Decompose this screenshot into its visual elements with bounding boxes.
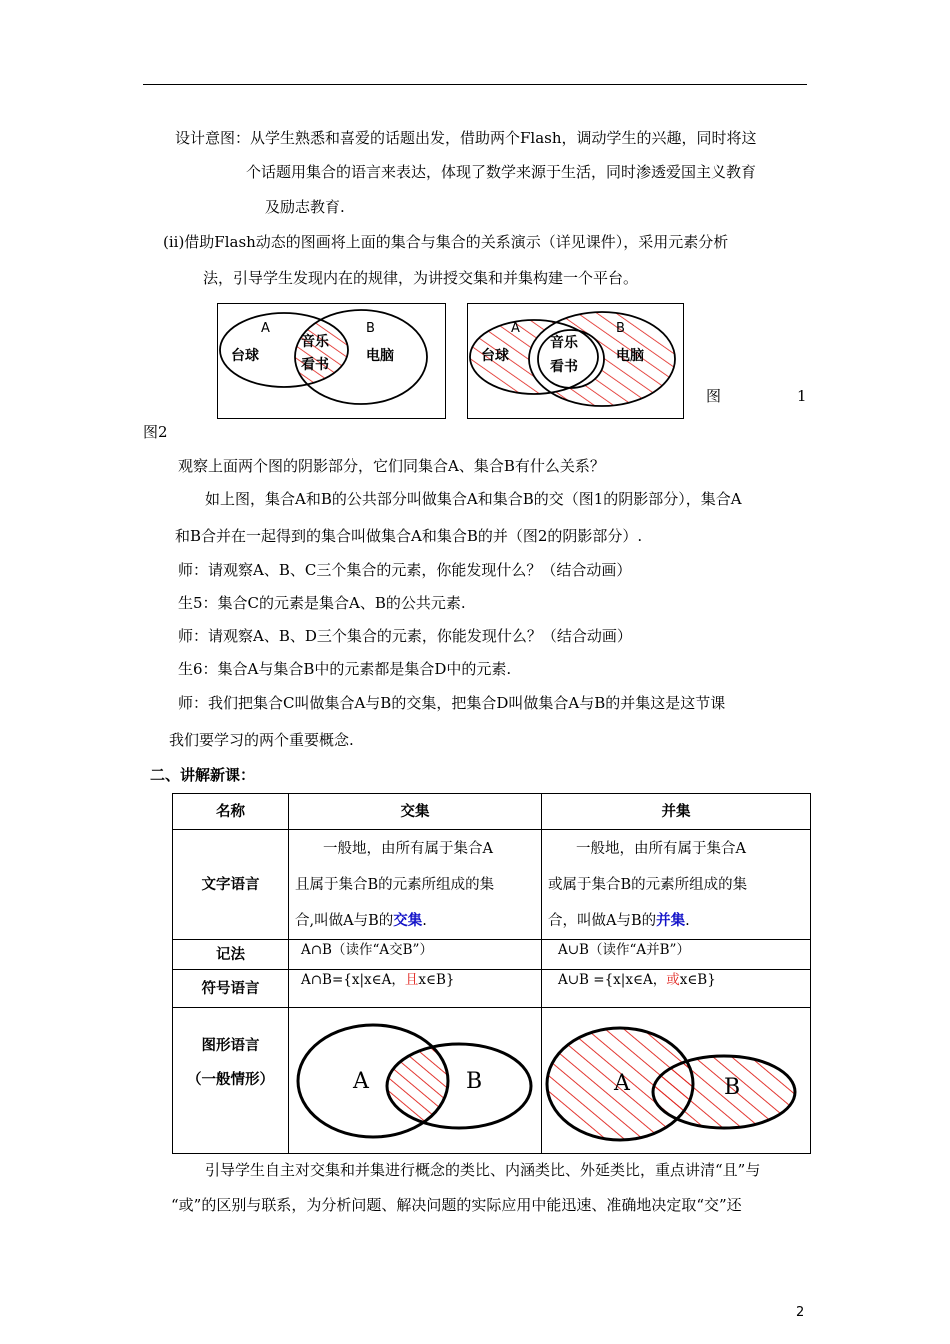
row-label-graph-1: 图形语言 <box>201 1038 260 1054</box>
intersection-text-3a: 合,叫做A与B的 <box>295 912 394 929</box>
graph-label-b: B <box>724 1075 741 1100</box>
intersection-graph-cell <box>289 1008 542 1154</box>
header-rule <box>143 84 807 85</box>
teacher-line-3a: 师：我们把集合C叫做集合A与B的交集，把集合D叫做集合A与B的并集这是这节课 <box>178 694 726 712</box>
student-5-line: 生5：集合C的元素是集合A、B的公共元素. <box>178 594 466 612</box>
union-symbol-or: 或 <box>666 972 680 988</box>
page-number: 2 <box>796 1305 805 1320</box>
header-intersection: 交集 <box>289 794 542 830</box>
item-computer: 电脑 <box>366 348 394 364</box>
union-text-line-2: 或属于集合B的元素所组成的集 <box>548 876 748 893</box>
design-intent-line-1: 设计意图：从学生熟悉和喜爱的话题出发，借助两个Flash，调动学生的兴趣，同时将这 <box>175 129 757 147</box>
intersection-venn <box>289 1008 542 1153</box>
graph-label-a: A <box>353 1069 369 1094</box>
intersection-symbol-and: 且 <box>404 972 419 988</box>
figure-1-box <box>217 303 446 419</box>
item-computer: 电脑 <box>616 348 644 364</box>
definition-table <box>172 793 811 1154</box>
intersection-symbol-a: A∩B={x|x∈A， <box>301 972 405 988</box>
table-row-notation <box>173 940 811 970</box>
set-b-label: B <box>366 321 375 336</box>
intersection-text-line-1: 一般地，由所有属于集合A <box>323 840 493 857</box>
union-text-line-1: 一般地，由所有属于集合A <box>576 840 746 857</box>
intersection-term: 交集 <box>393 911 423 929</box>
union-text-3a: 合，叫做A与B的 <box>548 912 657 929</box>
row-label-notation: 记法 <box>173 940 289 970</box>
union-text-3c: . <box>685 912 690 929</box>
item-reading: 看书 <box>301 357 329 373</box>
item-music: 音乐 <box>301 334 329 350</box>
figure-1-number: 1 <box>797 387 807 405</box>
observe-question: 观察上面两个图的阴影部分，它们同集合A、集合B有什么关系？ <box>178 457 605 475</box>
figure-2-box <box>467 303 684 419</box>
set-a-label: A <box>261 321 270 336</box>
figure-1-label: 图 <box>706 387 722 405</box>
teacher-line-3b: 我们要学习的两个重要概念. <box>169 731 354 749</box>
guide-line-2: “或”的区别与联系，为分析问题、解决问题的实际应用中能迅速、准确地决定取“交”还 <box>171 1196 742 1214</box>
intersection-notation: A∩B（读作“A交B”） <box>289 940 542 970</box>
definition-line-2: 和B合并在一起得到的集合叫做集合A和集合B的并（图2的阴影部分）. <box>175 527 643 545</box>
definition-line-1: 如上图，集合A和B的公共部分叫做集合A和集合B的交（图1的阴影部分），集合A <box>205 490 742 508</box>
table-row-symbol <box>173 970 811 1008</box>
item-billiards: 台球 <box>231 348 259 364</box>
union-term: 并集 <box>656 911 686 929</box>
union-notation: A∪B（读作“A并B”） <box>542 940 811 970</box>
union-symbol-c: x∈B} <box>679 972 716 988</box>
header-name: 名称 <box>173 794 289 830</box>
teacher-line-1: 师：请观察A、B、C三个集合的元素，你能发现什么？（结合动画） <box>178 561 632 579</box>
item-music: 音乐 <box>550 335 578 351</box>
union-venn <box>542 1008 811 1153</box>
item-billiards: 台球 <box>481 348 509 364</box>
set-b-label: B <box>616 321 625 336</box>
row-label-graph <box>173 1008 289 1154</box>
student-6-line: 生6：集合A与集合B中的元素都是集合D中的元素. <box>178 660 512 678</box>
intersection-text-3c: . <box>422 912 427 929</box>
row-label-graph-2: （一般情形） <box>187 1072 274 1088</box>
design-intent-line-2: 个话题用集合的语言来表达，体现了数学来源于生活，同时渗透爱国主义教育 <box>246 163 757 181</box>
union-symbol-a: A∪B ={x|x∈A， <box>558 972 667 988</box>
design-intent-line-3: 及励志教育. <box>265 198 345 216</box>
union-graph-cell <box>542 1008 811 1154</box>
ii-line-2: 法，引导学生发现内在的规律，为讲授交集和并集构建一个平台。 <box>203 269 639 287</box>
graph-label-b: B <box>466 1069 483 1094</box>
intersection-symbol-c: x∈B} <box>418 972 455 988</box>
graph-label-a: A <box>614 1071 630 1096</box>
intersection-symbol <box>289 970 542 1008</box>
intersection-text-line-2: 且属于集合B的元素所组成的集 <box>295 876 495 893</box>
header-union: 并集 <box>542 794 811 830</box>
item-reading: 看书 <box>550 359 578 375</box>
row-label-symbol: 符号语言 <box>173 970 289 1008</box>
figure-2-label: 图2 <box>143 423 168 441</box>
union-symbol <box>542 970 811 1008</box>
section-heading: 二、讲解新课： <box>150 766 256 784</box>
guide-line-1: 引导学生自主对交集和并集进行概念的类比、内涵类比、外延类比，重点讲清“且”与 <box>205 1161 761 1179</box>
table-header-row <box>173 794 811 830</box>
teacher-line-2: 师：请观察A、B、D三个集合的元素，你能发现什么？（结合动画） <box>178 627 632 645</box>
table-row-text <box>173 830 811 940</box>
union-text-cell <box>542 830 811 940</box>
row-label-text: 文字语言 <box>173 830 289 940</box>
intersection-text-cell <box>289 830 542 940</box>
intersection-text-line-3 <box>295 903 535 939</box>
ii-line-1: (ii)借助Flash动态的图画将上面的集合与集合的关系演示（详见课件），采用元素分析 <box>163 233 729 251</box>
union-text-line-3 <box>548 903 804 939</box>
table-row-graph <box>173 1008 811 1154</box>
set-a-label: A <box>511 321 520 336</box>
